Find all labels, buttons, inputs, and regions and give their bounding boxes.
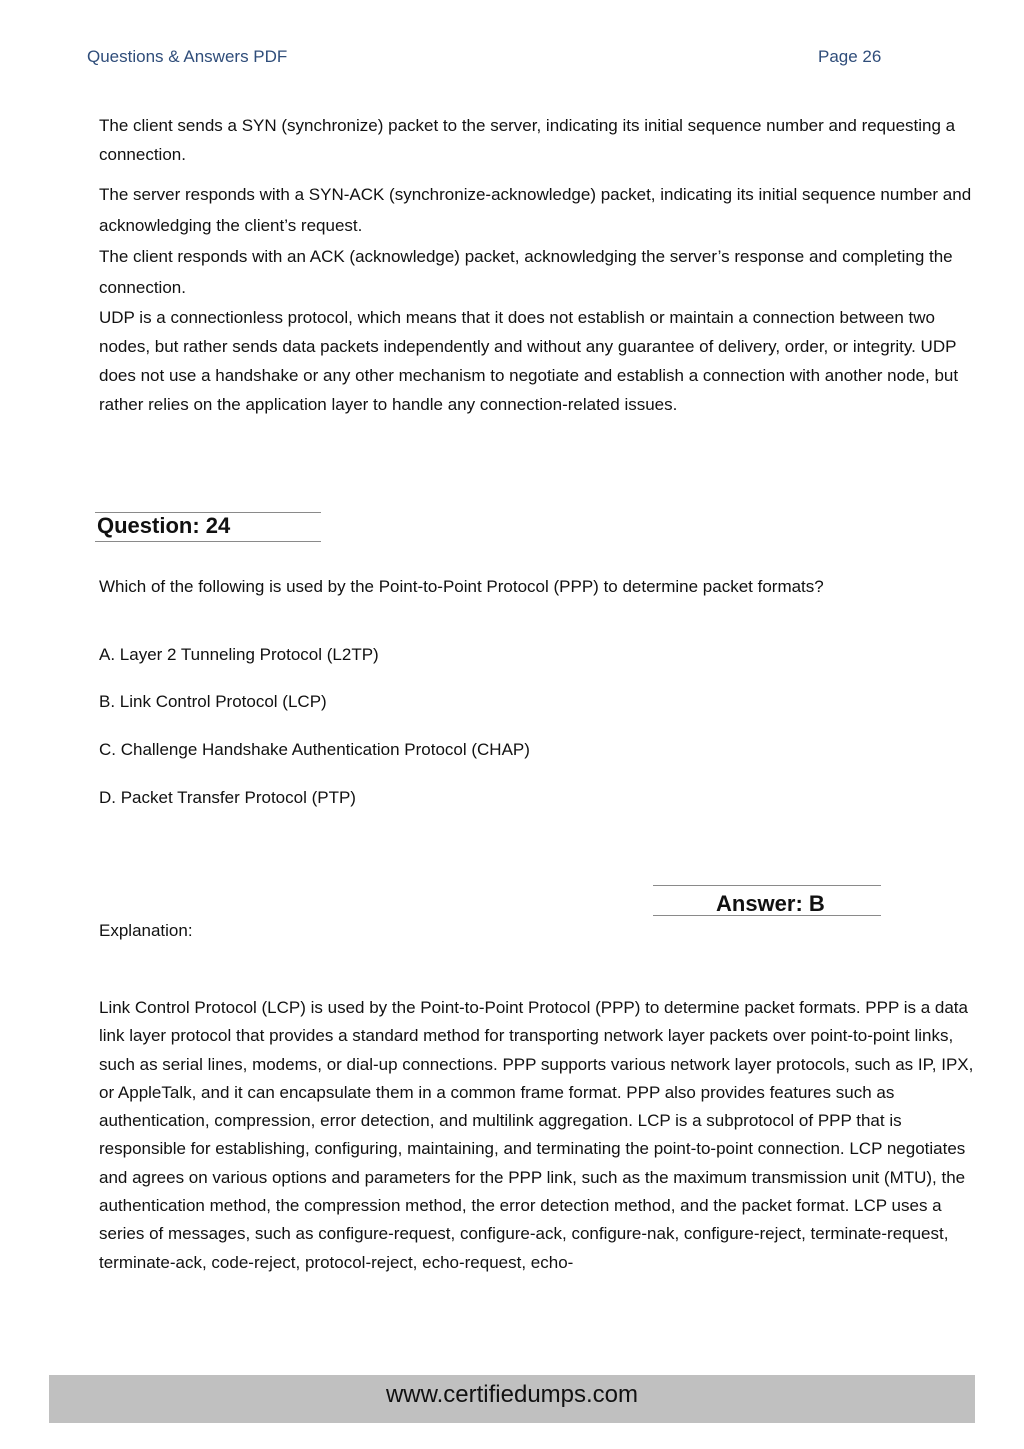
footer-url[interactable]: www.certifiedumps.com xyxy=(385,1381,639,1408)
option-b: B. Link Control Protocol (LCP) xyxy=(99,692,327,711)
option-d: D. Packet Transfer Protocol (PTP) xyxy=(99,788,356,807)
question-title-rule-bottom xyxy=(95,541,321,542)
explanation-paragraph: UDP is a connectionless protocol, which means that it does not establish or maintain a connection between two nodes, but rather sends data packets independently and without any guarantee of delivery, order, or integrity. UDP does not use a handshake or any other mechanism to negotiate and establish a connection with another node, but rather relies on the application layer to handle any connection-related issues. xyxy=(99,308,959,414)
footer-bar xyxy=(49,1375,975,1423)
explanation-paragraph: The server responds with a SYN-ACK (synchronize-acknowledge) packet, indicating its initial sequence number and acknowledging the client’s request. xyxy=(99,185,972,235)
question-text: Which of the following is used by the Point-to-Point Protocol (PPP) to determine packet formats? xyxy=(99,577,824,596)
explanation-paragraph: The client sends a SYN (synchronize) packet to the server, indicating its initial sequence number and requesting a connection. xyxy=(99,116,956,164)
explanation-body: Link Control Protocol (LCP) is used by the Point-to-Point Protocol (PPP) to determine packet formats. PPP is a data link layer protocol that provides a standard method for transporting network layer packets over point-to-point links, such as serial lines, modems, or dial-up connections. PPP supports various network layer protocols, such as IP, IPX, or AppleTalk, and it can encapsulate them in a common frame format. PPP also provides features such as authentication, compression, error detection, and multilink aggregation. LCP is a subprotocol of PPP that is responsible for establishing, configuring, maintaining, and terminating the point-to-point connection. LCP negotiates and agrees on various options and parameters for the PPP link, such as the maximum transmission unit (MTU), the authentication method, the compression method, the error detection method, and the packet format. LCP uses a series of messages, such as configure-request, configure-ack, configure-nak, configure-reject, terminate-request, terminate-ack, code-reject, protocol-reject, echo-request, echo- xyxy=(99,998,974,1272)
question-title: Question: 24 xyxy=(97,513,231,538)
document-title: Questions & Answers PDF xyxy=(87,47,288,66)
answer-rule-top xyxy=(653,885,881,886)
answer-label: Answer: B xyxy=(716,891,825,916)
option-c: C. Challenge Handshake Authentication Protocol (CHAP) xyxy=(99,740,530,759)
answer-rule-bottom xyxy=(653,915,881,916)
page-number: Page 26 xyxy=(818,47,882,66)
explanation-paragraph: The client responds with an ACK (acknowledge) packet, acknowledging the server’s response and completing the connection. xyxy=(99,247,953,297)
option-a: A. Layer 2 Tunneling Protocol (L2TP) xyxy=(99,645,379,664)
explanation-label: Explanation: xyxy=(99,921,193,940)
